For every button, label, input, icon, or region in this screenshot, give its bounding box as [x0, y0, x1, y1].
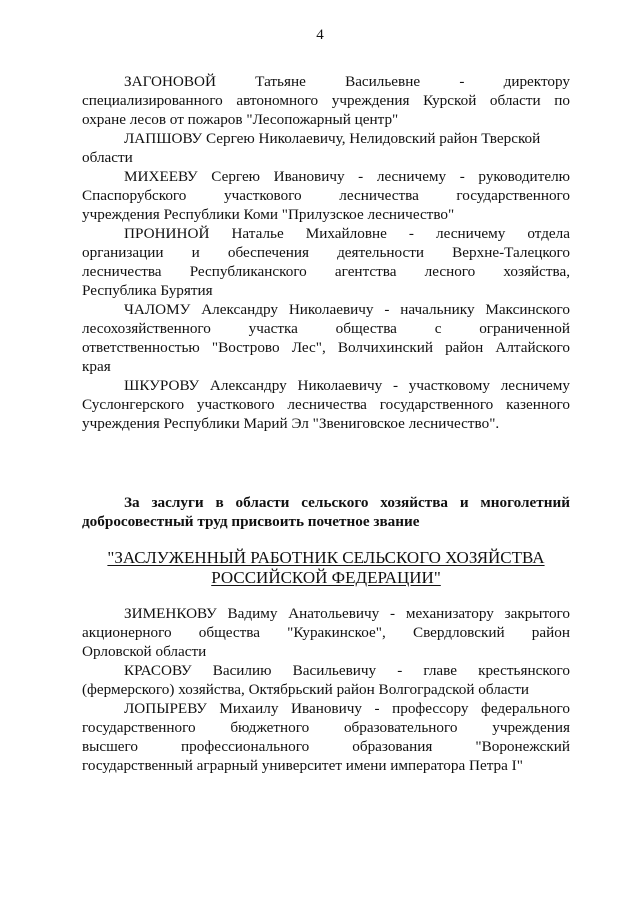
page-number: 4 — [316, 27, 324, 43]
entry-line: ПРОНИНОЙ Наталье Михайловне - лесничему отдела — [124, 225, 570, 242]
entry-line: лесохозяйственного участка общества с ограниченной — [82, 320, 570, 337]
entry-line: государственного бюджетного образовательного учреждения — [82, 719, 570, 736]
award-title-line: РОССИЙСКОЙ ФЕДЕРАЦИИ" — [211, 568, 441, 587]
entry-line: края — [82, 358, 111, 375]
awardee-entry — [82, 224, 570, 300]
entry-line: акционерного общества "Куракинское", Свердловский район — [82, 624, 570, 641]
award-title-line: "ЗАСЛУЖЕННЫЙ РАБОТНИК СЕЛЬСКОГО ХОЗЯЙСТВА — [107, 548, 545, 567]
entry-line: учреждения Республики Коми "Прилузское лесничество" — [82, 206, 455, 223]
entry-line: области — [82, 149, 133, 166]
award-title — [82, 548, 570, 588]
entry-line: лесничества Республиканского агентства лесного хозяйства, — [82, 263, 570, 280]
awardee-entry — [82, 72, 570, 129]
entry-line: ЗИМЕНКОВУ Вадиму Анатольевичу - механизатору закрытого — [124, 605, 570, 622]
entry-line: Спаспорубского участкового лесничества государственного — [82, 187, 570, 204]
entry-line: охране лесов от пожаров "Лесопожарный центр" — [82, 111, 399, 128]
heading-line: добросовестный труд присвоить почетное звание — [82, 513, 420, 530]
awardee-entry — [82, 699, 570, 775]
entry-line: ЛАПШОВУ Сергею Николаевичу, Нелидовский район Тверской — [124, 130, 541, 147]
entry-line: ответственностью "Вострово Лес", Волчихинский район Алтайского — [82, 339, 570, 356]
entry-line: ШКУРОВУ Александру Николаевичу - участковому лесничему — [124, 377, 570, 394]
entry-line: высшего профессионального образования "Воронежский — [82, 738, 570, 755]
entry-line: Суслонгерского участкового лесничества государственного казенного — [82, 396, 570, 413]
entry-line: государственный аграрный университет имени императора Петра I" — [82, 757, 523, 774]
entry-line: специализированного автономного учреждения Курской области по — [82, 92, 570, 109]
heading-line: За заслуги в области сельского хозяйства и многолетний — [124, 494, 570, 511]
entry-line: КРАСОВУ Василию Васильевичу - главе крестьянского — [124, 662, 570, 679]
awardee-entry — [82, 300, 570, 376]
section-heading — [82, 493, 570, 531]
entry-line: (фермерского) хозяйства, Октябрьский район Волгоградской области — [82, 681, 530, 698]
entry-line: организации и обеспечения деятельности Верхне-Талецкого — [82, 244, 570, 261]
entry-line: ЗАГОНОВОЙ Татьяне Васильевне - директору — [124, 73, 570, 90]
entry-line: Республика Бурятия — [82, 282, 213, 299]
awardee-entry — [82, 129, 570, 167]
awardee-list-agriculture — [82, 604, 570, 775]
entry-line: ЛОПЫРЕВУ Михаилу Ивановичу - профессору федерального — [124, 700, 570, 717]
awardee-list-forestry — [82, 72, 570, 433]
awardee-entry — [82, 167, 570, 224]
entry-line: учреждения Республики Марий Эл "Звениговское лесничество". — [82, 415, 500, 432]
entry-line: Орловской области — [82, 643, 207, 660]
awardee-entry — [82, 604, 570, 661]
entry-line: ЧАЛОМУ Александру Николаевичу - начальнику Максинского — [124, 301, 570, 318]
awardee-entry — [82, 661, 570, 699]
awardee-entry — [82, 376, 570, 433]
entry-line: МИХЕЕВУ Сергею Ивановичу - лесничему - руководителю — [124, 168, 570, 185]
